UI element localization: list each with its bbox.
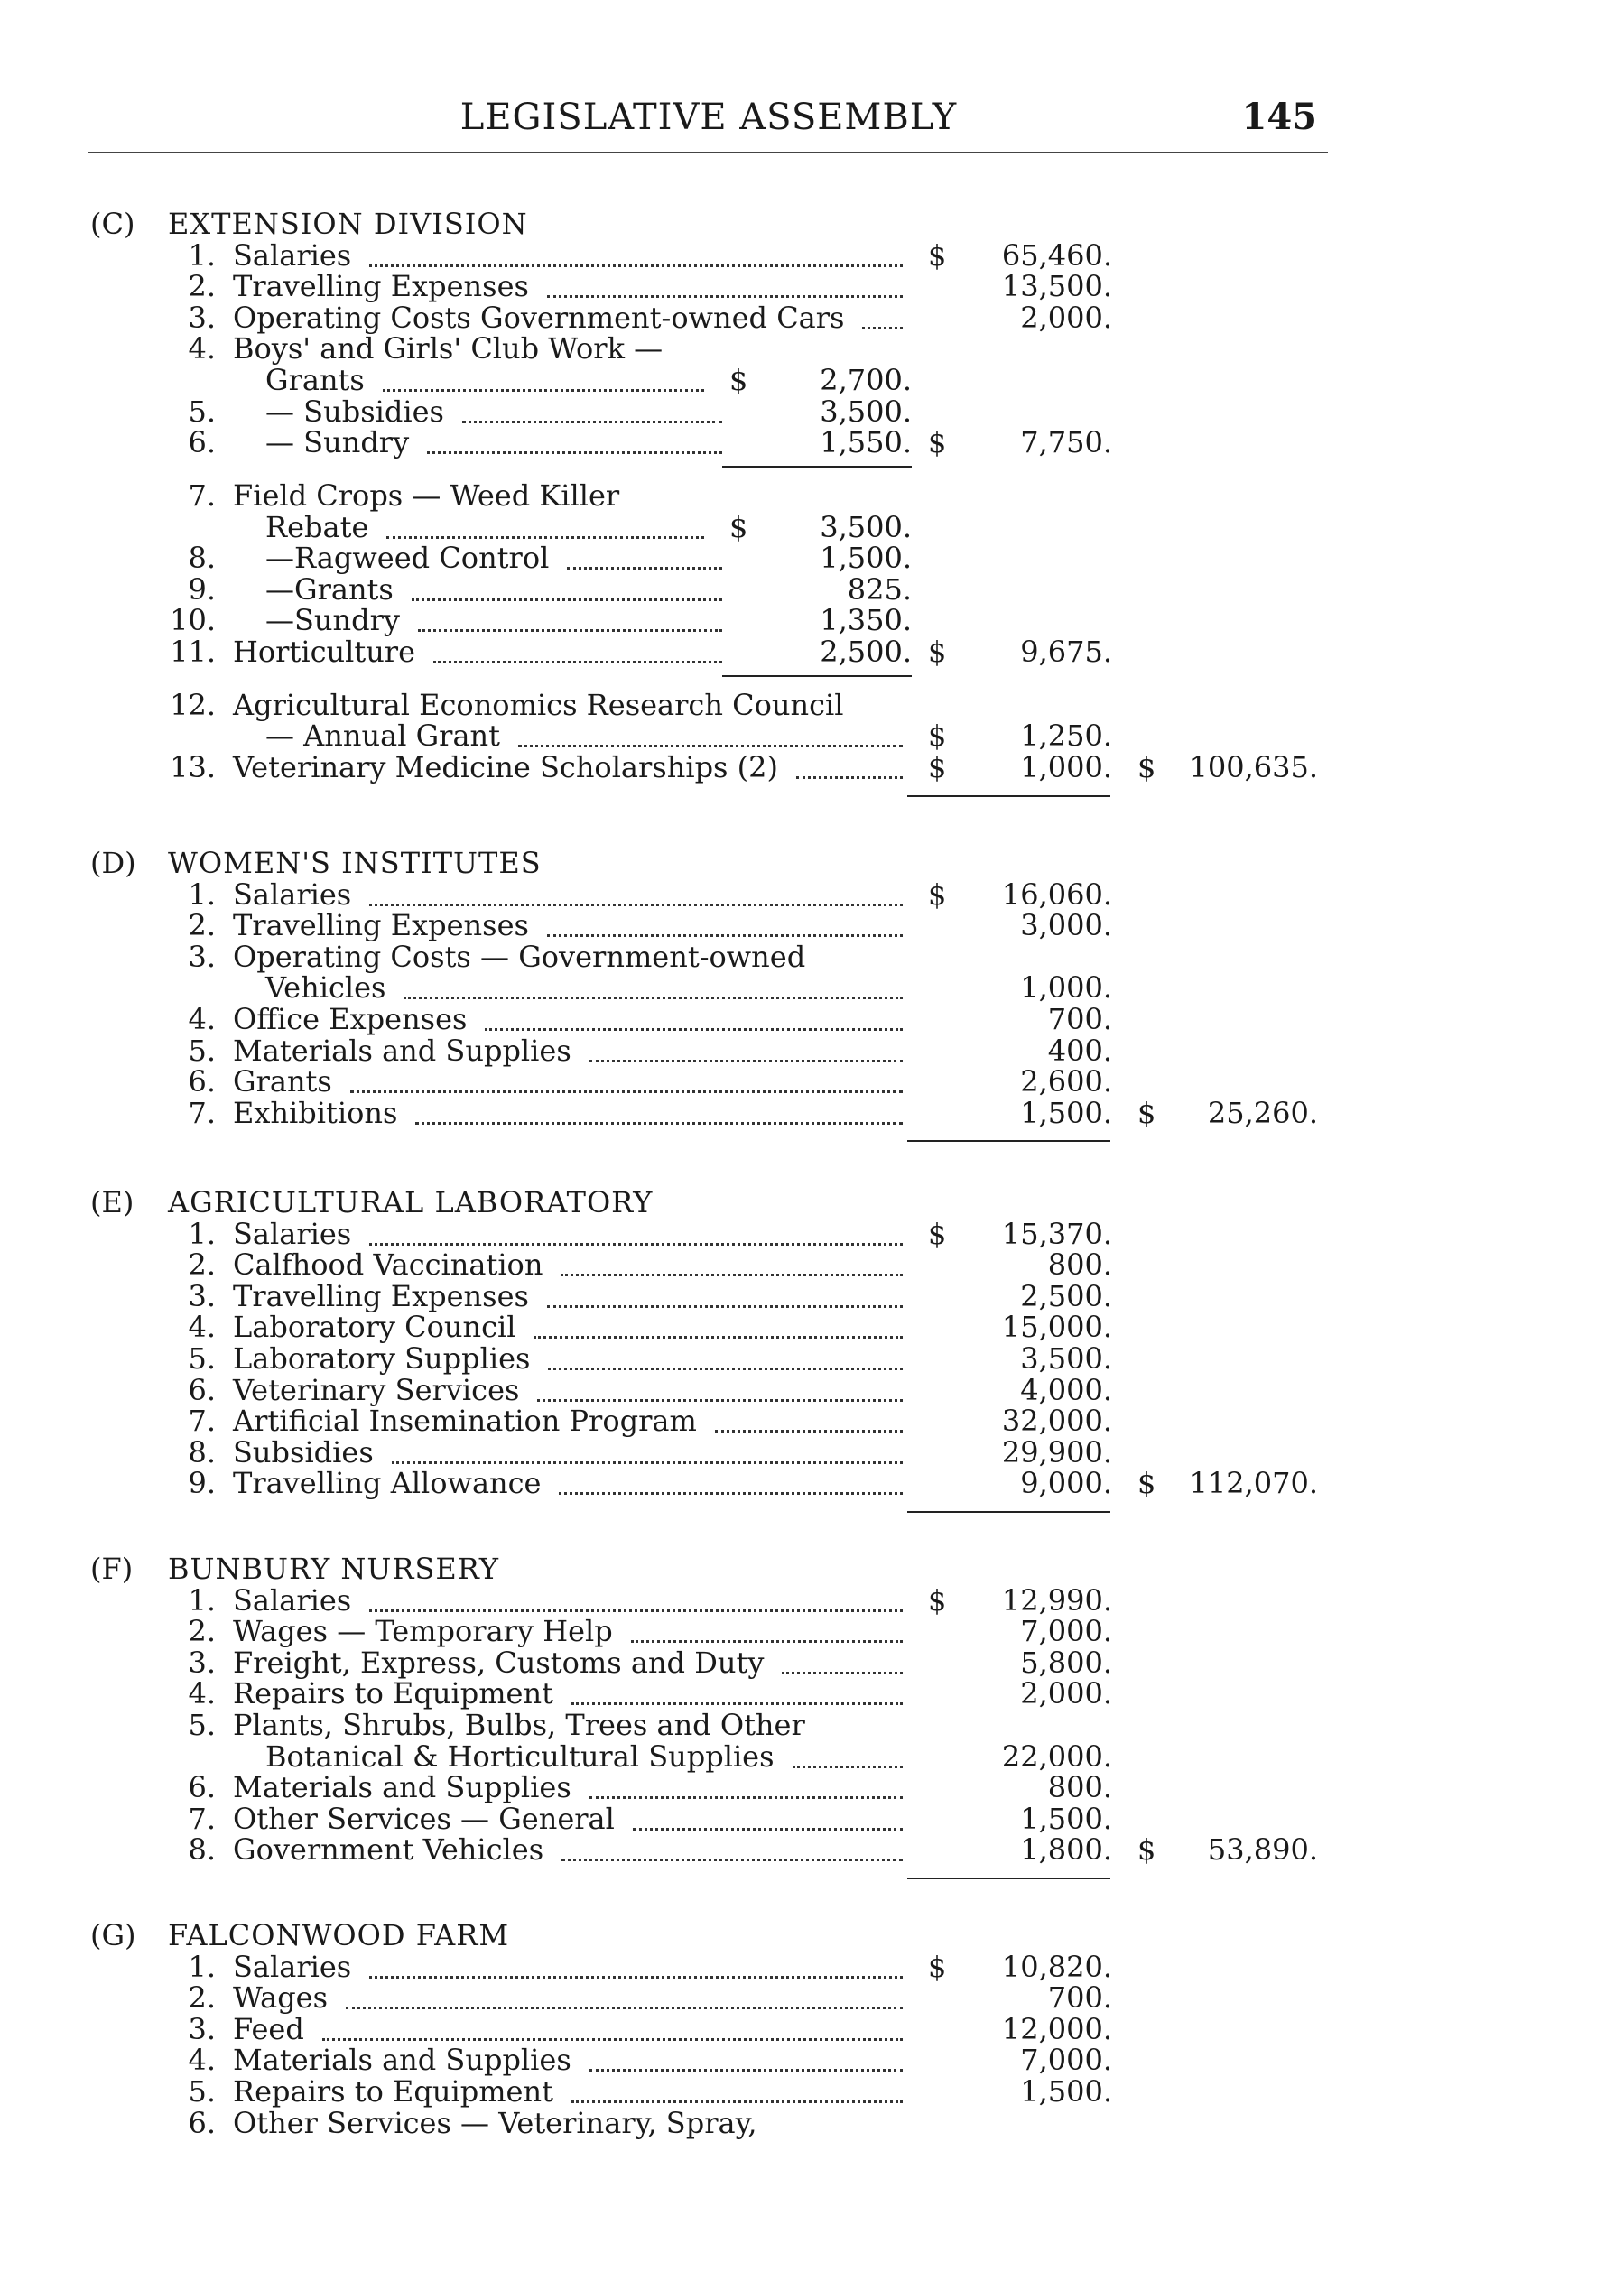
dollar-sign: $ — [928, 237, 947, 273]
dot-leader — [369, 1976, 903, 1979]
item-description: Travelling Expenses — [233, 1278, 529, 1313]
section-heading — [0, 1186, 1624, 1219]
dollar-sign: $ — [928, 635, 947, 670]
dot-leader — [571, 2100, 903, 2103]
item-description: — Sundry — [265, 425, 410, 460]
item-description: Grants — [265, 363, 365, 397]
line-item — [0, 909, 1624, 941]
line-item — [0, 1771, 1624, 1803]
dot-leader — [547, 934, 903, 937]
item-number: 8. — [188, 541, 216, 576]
amount: 7,000. — [1020, 2043, 1112, 2078]
item-description: Salaries — [233, 237, 352, 273]
amount: 2,000. — [1020, 1676, 1112, 1711]
amount: 7,750. — [1020, 425, 1112, 460]
dot-leader — [418, 629, 722, 632]
line-item — [0, 971, 1624, 1004]
line-item — [0, 511, 1624, 543]
item-description: Freight, Express, Customs and Duty — [233, 1645, 765, 1680]
line-item — [0, 751, 1624, 784]
dot-leader — [589, 1060, 903, 1062]
amount: 1,000. — [1020, 750, 1112, 785]
item-description: —Ragweed Control — [265, 541, 550, 576]
amount: 16,060. — [1001, 876, 1112, 912]
section-label: (E) — [90, 1185, 135, 1219]
line-item — [0, 1467, 1624, 1499]
item-number: 5. — [188, 2074, 216, 2109]
line-item — [0, 689, 1624, 721]
item-number: 1. — [188, 237, 216, 273]
line-item — [0, 1677, 1624, 1710]
amount: 9,675. — [1020, 635, 1112, 670]
amount: 700. — [1047, 1980, 1112, 2016]
amount: 2,600. — [1020, 1064, 1112, 1099]
dot-leader — [518, 745, 903, 747]
dot-leader — [631, 1640, 903, 1643]
line-item — [0, 2107, 1624, 2139]
item-number: 5. — [188, 394, 216, 429]
dot-leader — [547, 295, 903, 298]
item-description: Grants — [233, 1064, 332, 1099]
item-number: 9. — [188, 571, 216, 607]
item-description: Operating Costs — Government-owned — [233, 939, 806, 974]
dot-leader — [561, 1859, 903, 1861]
dot-leader — [715, 1430, 903, 1433]
item-description: Government Vehicles — [233, 1832, 544, 1868]
item-description: Travelling Allowance — [233, 1466, 542, 1501]
amount: 3,000. — [1020, 908, 1112, 943]
section-heading — [0, 847, 1624, 879]
line-item — [0, 239, 1624, 272]
amount: 2,500. — [1020, 1278, 1112, 1313]
item-number: 1. — [188, 1216, 216, 1251]
dot-leader — [350, 1090, 903, 1093]
dot-leader — [559, 1492, 903, 1495]
dot-leader — [392, 1461, 903, 1464]
dollar-sign: $ — [1137, 1466, 1156, 1501]
dollar-sign: $ — [928, 1949, 947, 1984]
line-item — [0, 364, 1624, 396]
item-description: Salaries — [233, 1216, 352, 1251]
dot-leader — [415, 1122, 903, 1125]
line-item — [0, 2013, 1624, 2045]
item-number: 6. — [188, 1372, 216, 1407]
line-item — [0, 1833, 1624, 1866]
line-item — [0, 1646, 1624, 1679]
item-number: 1. — [188, 1949, 216, 1984]
item-number: 8. — [188, 1832, 216, 1868]
item-number: 2. — [188, 1980, 216, 2016]
item-number: 4. — [188, 2043, 216, 2078]
item-number: 3. — [188, 939, 216, 974]
dollar-sign: $ — [1137, 1832, 1156, 1868]
item-description: Laboratory Supplies — [233, 1341, 531, 1376]
subtotal-rule — [722, 466, 912, 468]
dot-leader — [386, 536, 704, 539]
dot-leader — [404, 997, 903, 999]
dot-leader — [567, 567, 722, 570]
dot-leader — [548, 1368, 903, 1370]
dot-leader — [782, 1672, 903, 1674]
page-header — [0, 90, 1624, 144]
dot-leader — [534, 1336, 903, 1339]
dollar-sign: $ — [1137, 1095, 1156, 1130]
item-description: —Sundry — [265, 603, 400, 638]
dot-leader — [369, 1609, 903, 1612]
section-label: (C) — [90, 207, 135, 241]
line-item — [0, 1615, 1624, 1647]
item-description: Botanical & Horticultural Supplies — [265, 1739, 775, 1774]
item-description: Agricultural Economics Research Council — [233, 687, 844, 722]
item-description: —Grants — [265, 571, 394, 607]
amount: 12,990. — [1001, 1582, 1112, 1618]
dot-leader — [537, 1399, 903, 1402]
total-rule — [907, 1511, 1110, 1513]
item-description: Wages — [233, 1980, 329, 2016]
total-rule — [907, 1878, 1110, 1879]
section-title: AGRICULTURAL LABORATORY — [168, 1185, 654, 1219]
dollar-sign: $ — [928, 1216, 947, 1251]
line-item — [0, 426, 1624, 459]
section-title: BUNBURY NURSERY — [168, 1552, 499, 1586]
item-description: Artificial Insemination Program — [233, 1404, 697, 1439]
page-number: 145 — [1241, 96, 1317, 138]
dot-leader — [589, 2069, 903, 2072]
line-item — [0, 1034, 1624, 1067]
amount: 22,000. — [1001, 1739, 1112, 1774]
amount: 800. — [1047, 1247, 1112, 1283]
item-number: 6. — [188, 1770, 216, 1805]
dot-leader — [589, 1796, 903, 1799]
section-heading — [0, 1553, 1624, 1585]
dollar-sign: $ — [928, 1582, 947, 1618]
item-description: Repairs to Equipment — [233, 1676, 553, 1711]
item-number: 11. — [170, 635, 216, 670]
dot-leader — [796, 776, 903, 779]
dollar-sign: $ — [928, 719, 947, 754]
item-description: Horticulture — [233, 635, 416, 670]
line-item — [0, 301, 1624, 334]
dollar-sign: $ — [1137, 750, 1156, 785]
section-total: 112,070. — [1189, 1466, 1318, 1501]
line-item — [0, 1311, 1624, 1343]
amount: 32,000. — [1001, 1404, 1112, 1439]
header-rule — [88, 152, 1328, 153]
page-title: LEGISLATIVE ASSEMBLY — [459, 97, 958, 138]
item-description: Veterinary Services — [233, 1372, 520, 1407]
item-description: Salaries — [233, 1949, 352, 1984]
sub-amount: 1,350. — [820, 603, 912, 638]
amount: 10,820. — [1001, 1949, 1112, 1984]
line-item — [0, 1248, 1624, 1281]
item-number: 8. — [188, 1434, 216, 1470]
dollar-sign: $ — [729, 363, 748, 397]
item-number: 12. — [170, 687, 216, 722]
total-rule — [907, 795, 1110, 797]
amount: 15,000. — [1001, 1310, 1112, 1345]
dot-leader — [412, 598, 722, 601]
item-description: — Annual Grant — [265, 719, 500, 754]
item-description: — Subsidies — [265, 394, 444, 429]
line-item — [0, 1436, 1624, 1469]
subtotal-rule — [722, 675, 912, 677]
dollar-sign: $ — [928, 750, 947, 785]
line-item — [0, 2044, 1624, 2076]
amount: 29,900. — [1001, 1434, 1112, 1470]
item-number: 7. — [188, 478, 216, 514]
item-number: 5. — [188, 1708, 216, 1742]
line-item — [0, 479, 1624, 512]
dot-leader — [571, 1702, 903, 1705]
item-description: Subsidies — [233, 1434, 374, 1470]
line-item — [0, 573, 1624, 606]
item-number: 7. — [188, 1095, 216, 1130]
sub-amount: 825. — [847, 571, 912, 607]
dot-leader — [322, 2038, 903, 2041]
amount: 9,000. — [1020, 1466, 1112, 1501]
item-description: Travelling Expenses — [233, 908, 529, 943]
section-title: EXTENSION DIVISION — [168, 207, 528, 241]
item-number: 9. — [188, 1466, 216, 1501]
item-description: Rebate — [265, 509, 369, 544]
item-description: Calfhood Vaccination — [233, 1247, 543, 1283]
sub-amount: 3,500. — [820, 509, 912, 544]
item-description: Wages — Temporary Help — [233, 1614, 613, 1649]
item-description: Salaries — [233, 876, 352, 912]
section-heading — [0, 1919, 1624, 1952]
item-number: 2. — [188, 908, 216, 943]
item-number: 10. — [170, 603, 216, 638]
amount: 1,500. — [1020, 1801, 1112, 1836]
amount: 12,000. — [1001, 2011, 1112, 2046]
line-item — [0, 1803, 1624, 1835]
item-number: 5. — [188, 1033, 216, 1068]
line-item — [0, 1218, 1624, 1250]
amount: 3,500. — [1020, 1341, 1112, 1376]
dot-leader — [427, 451, 722, 454]
item-number: 2. — [188, 1247, 216, 1283]
line-item — [0, 1280, 1624, 1312]
section-heading — [0, 208, 1624, 240]
item-number: 1. — [188, 1582, 216, 1618]
item-description: Other Services — General — [233, 1801, 615, 1836]
line-item — [0, 395, 1624, 428]
line-item — [0, 1097, 1624, 1129]
line-item — [0, 1740, 1624, 1773]
dot-leader — [793, 1766, 903, 1768]
dot-leader — [383, 389, 704, 392]
section-total: 100,635. — [1189, 750, 1318, 785]
item-description: Office Expenses — [233, 1002, 468, 1036]
item-number: 4. — [188, 1310, 216, 1345]
section-total: 53,890. — [1207, 1832, 1318, 1868]
sub-amount: 1,500. — [820, 541, 912, 576]
line-item — [0, 1709, 1624, 1741]
item-number: 3. — [188, 2011, 216, 2046]
sub-amount: 2,700. — [820, 363, 912, 397]
sub-amount: 2,500. — [820, 635, 912, 670]
item-description: Repairs to Equipment — [233, 2074, 553, 2109]
line-item — [0, 1374, 1624, 1406]
section-title: FALCONWOOD FARM — [168, 1918, 510, 1952]
line-item — [0, 1342, 1624, 1375]
line-item — [0, 332, 1624, 365]
item-description: Salaries — [233, 1582, 352, 1618]
amount: 400. — [1047, 1033, 1112, 1068]
line-item — [0, 2075, 1624, 2108]
item-description: Plants, Shrubs, Bulbs, Trees and Other — [233, 1708, 805, 1742]
section-label: (D) — [90, 846, 136, 880]
section-label: (G) — [90, 1918, 136, 1952]
sub-amount: 3,500. — [820, 394, 912, 429]
item-number: 4. — [188, 1676, 216, 1711]
item-description: Feed — [233, 2011, 304, 2046]
dot-leader — [346, 2007, 903, 2009]
section-total: 25,260. — [1207, 1095, 1318, 1130]
dot-leader — [462, 421, 722, 423]
item-description: Materials and Supplies — [233, 1770, 571, 1805]
item-description: Vehicles — [265, 970, 386, 1006]
amount: 15,370. — [1001, 1216, 1112, 1251]
dot-leader — [369, 1243, 903, 1246]
item-description: Field Crops — Weed Killer — [233, 478, 620, 514]
item-number: 3. — [188, 300, 216, 335]
amount: 7,000. — [1020, 1614, 1112, 1649]
item-number: 2. — [188, 1614, 216, 1649]
item-description: Operating Costs Government-owned Cars — [233, 300, 845, 335]
amount: 5,800. — [1020, 1645, 1112, 1680]
item-description: Laboratory Council — [233, 1310, 516, 1345]
dollar-sign: $ — [729, 509, 748, 544]
dot-leader — [369, 904, 903, 906]
item-number: 4. — [188, 331, 216, 366]
section-title: WOMEN'S INSTITUTES — [168, 846, 542, 880]
line-item — [0, 878, 1624, 911]
amount: 1,500. — [1020, 2074, 1112, 2109]
line-item — [0, 270, 1624, 302]
item-description: Materials and Supplies — [233, 2043, 571, 2078]
item-description: Exhibitions — [233, 1095, 398, 1130]
amount: 1,000. — [1020, 970, 1112, 1006]
line-item — [0, 941, 1624, 973]
amount: 800. — [1047, 1770, 1112, 1805]
item-number: 5. — [188, 1341, 216, 1376]
item-number: 3. — [188, 1278, 216, 1313]
item-number: 13. — [170, 750, 216, 785]
line-item — [0, 1003, 1624, 1035]
dollar-sign: $ — [928, 425, 947, 460]
dot-leader — [485, 1028, 903, 1031]
dot-leader — [547, 1305, 903, 1308]
line-item — [0, 1065, 1624, 1098]
line-item — [0, 635, 1624, 668]
item-description: Materials and Supplies — [233, 1033, 571, 1068]
item-number: 3. — [188, 1645, 216, 1680]
item-number: 1. — [188, 876, 216, 912]
dollar-sign: $ — [928, 876, 947, 912]
section-label: (F) — [90, 1552, 134, 1586]
amount: 700. — [1047, 1002, 1112, 1036]
total-rule — [907, 1140, 1110, 1142]
dot-leader — [862, 327, 903, 329]
item-number: 4. — [188, 1002, 216, 1036]
amount: 65,460. — [1001, 237, 1112, 273]
item-description: Travelling Expenses — [233, 269, 529, 304]
line-item — [0, 604, 1624, 636]
dot-leader — [369, 264, 903, 267]
line-item — [0, 1405, 1624, 1437]
item-description: Other Services — Veterinary, Spray, — [233, 2105, 757, 2140]
dot-leader — [633, 1828, 903, 1831]
amount: 1,500. — [1020, 1095, 1112, 1130]
item-number: 7. — [188, 1801, 216, 1836]
amount: 1,800. — [1020, 1832, 1112, 1868]
line-item — [0, 719, 1624, 752]
item-description: Veterinary Medicine Scholarships (2) — [233, 750, 778, 785]
dot-leader — [561, 1274, 903, 1276]
amount: 1,250. — [1020, 719, 1112, 754]
amount: 2,000. — [1020, 300, 1112, 335]
line-item — [0, 542, 1624, 574]
item-number: 2. — [188, 269, 216, 304]
dot-leader — [433, 661, 722, 663]
line-item — [0, 1584, 1624, 1617]
item-number: 6. — [188, 1064, 216, 1099]
item-number: 6. — [188, 2105, 216, 2140]
sub-amount: 1,550. — [820, 425, 912, 460]
item-number: 6. — [188, 425, 216, 460]
line-item — [0, 1951, 1624, 1983]
item-number: 7. — [188, 1404, 216, 1439]
amount: 13,500. — [1001, 269, 1112, 304]
line-item — [0, 1981, 1624, 2014]
amount: 4,000. — [1020, 1372, 1112, 1407]
item-description: Boys' and Girls' Club Work — — [233, 331, 664, 366]
